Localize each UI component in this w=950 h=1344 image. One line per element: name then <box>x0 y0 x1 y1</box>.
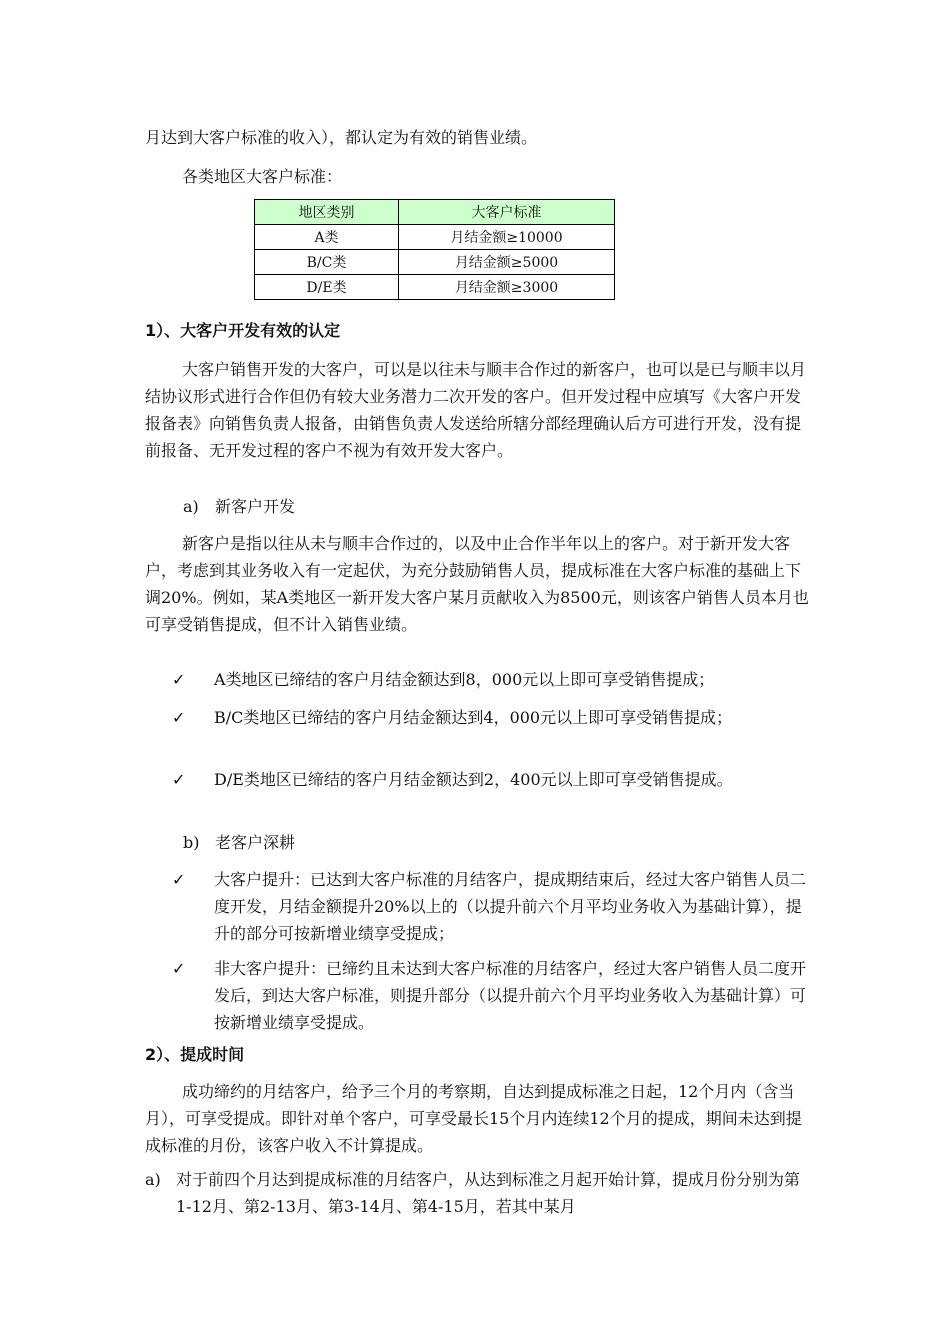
check-item <box>172 666 812 693</box>
check-item-text: A类地区已缔结的客户月结金额达到8，000元以上即可享受销售提成； <box>214 670 715 689</box>
paragraph-1: 大客户销售开发的大客户，可以是以往未与顺丰合作过的新客户，也可以是已与顺丰以月结协议形式进行合作但仍有较大业务潜力二次开发的客户。但开发过程中应填写《大客户开发报备表》向销售负责人报备，由销售负责人发送给所辖分部经理确认后方可进行开发，没有提前报备、无开发过程的客户不视为有效开发大客户。 <box>145 360 807 460</box>
paragraph-2: 新客户是指以往从未与顺丰合作过的，以及中止合作半年以上的客户。对于新开发大客户，考虑到其业务收入有一定起伏，为充分鼓励销售人员，提成标准在大客户标准的基础上下调20%。例如，某A类地区一新开发大客户某月贡献收入为8500元，则该客户销售人员本月也可享受销售提成，但不计入销售业绩。 <box>145 534 809 634</box>
check-item-text: B/C类地区已缔结的客户月结金额达到4，000元以上即可享受销售提成； <box>214 708 733 727</box>
table-cell: D/E类 <box>255 275 399 300</box>
sub-heading-marker: a) <box>183 497 199 516</box>
table-header-row <box>255 200 615 225</box>
sub-heading-label: 老客户深耕 <box>215 833 296 852</box>
table-row <box>255 275 615 300</box>
check-item <box>172 866 812 947</box>
paragraph-intro: 月达到大客户标准的收入），都认定为有效的销售业绩。 <box>145 128 538 147</box>
table-cell: B/C类 <box>255 250 399 275</box>
table-header-cell: 地区类别 <box>255 200 399 225</box>
check-item <box>172 704 812 731</box>
check-item-text: 非大客户提升：已缔约且未达到大客户标准的月结客户，经过大客户销售人员二度开发后，到达大客户标准，则提升部分（以提升前六个月平均业务收入为基础计算）可按新增业绩享受提成。 <box>214 959 807 1032</box>
table-caption: 各类地区大客户标准： <box>182 167 343 186</box>
section-heading-1: 1）、大客户开发有效的认定 <box>145 321 341 340</box>
big-customer-standard-table <box>254 199 615 300</box>
table-header-cell: 大客户标准 <box>399 200 615 225</box>
table-cell: A类 <box>255 225 399 250</box>
sub-heading-b <box>183 832 295 854</box>
checkmark-icon: ✓ <box>172 770 186 789</box>
paragraph-3: 成功缔约的月结客户，给予三个月的考察期，自达到提成标准之日起，12个月内（含当月），可享受提成。即针对单个客户，可享受最长15个月内连续12个月的提成，期间未达到提成标准的月份，该客户收入不计算提成。 <box>145 1082 802 1155</box>
check-item <box>172 955 812 1036</box>
table-cell: 月结金额≥10000 <box>399 225 615 250</box>
list-item-text: 对于前四个月达到提成标准的月结客户，从达到标准之月起开始计算，提成月份分别为第1-12月、第2-13月、第3-14月、第4-15月，若其中某月 <box>176 1170 801 1216</box>
checkmark-icon: ✓ <box>172 670 186 689</box>
list-item <box>145 1166 810 1220</box>
checkmark-icon: ✓ <box>172 870 186 889</box>
section-heading-2: 2）、提成时间 <box>145 1045 245 1064</box>
sub-heading-a <box>183 496 295 518</box>
table-row <box>255 250 615 275</box>
table-cell: 月结金额≥3000 <box>399 275 615 300</box>
list-item-marker: a) <box>145 1170 161 1189</box>
checkmark-icon: ✓ <box>172 708 186 727</box>
check-item-text: D/E类地区已缔结的客户月结金额达到2，400元以上即可享受销售提成。 <box>214 770 733 789</box>
table-row <box>255 225 615 250</box>
check-item <box>172 766 812 793</box>
sub-heading-label: 新客户开发 <box>215 497 296 516</box>
table-cell: 月结金额≥5000 <box>399 250 615 275</box>
sub-heading-marker: b) <box>183 833 200 852</box>
check-item-text: 大客户提升：已达到大客户标准的月结客户，提成期结束后，经过大客户销售人员二度开发，月结金额提升20%以上的（以提升前六个月平均业务收入为基础计算），提升的部分可按新增业绩享受提成； <box>214 870 807 943</box>
checkmark-icon: ✓ <box>172 959 186 978</box>
